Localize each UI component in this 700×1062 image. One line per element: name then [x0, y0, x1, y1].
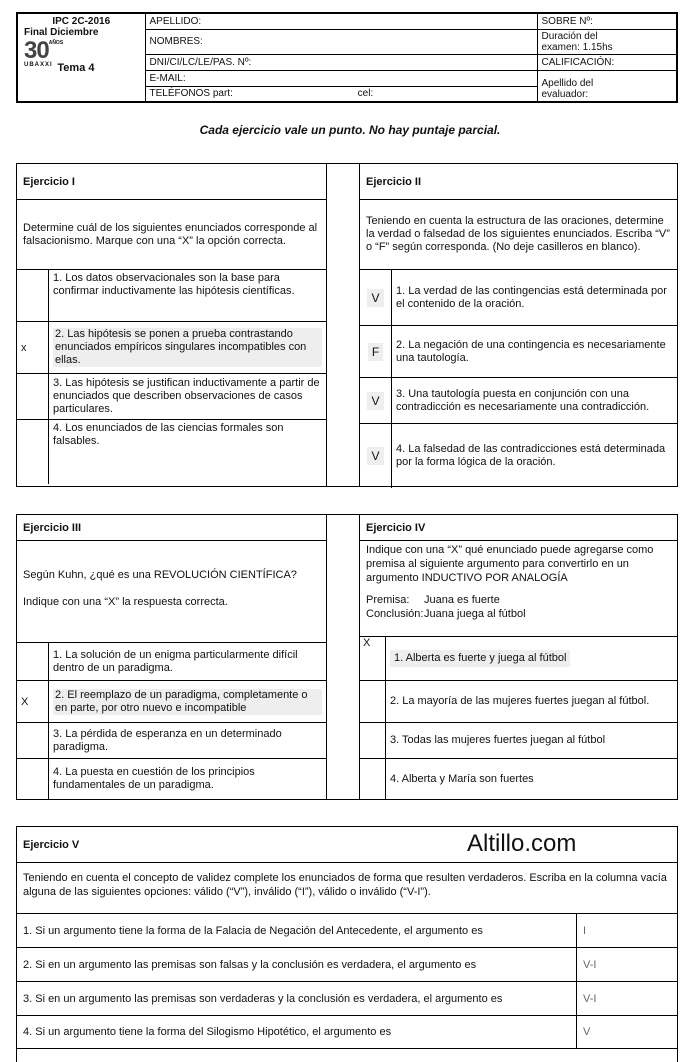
ex1-option-text-highlight: 2. Las hipótesis se ponen a prueba contrastando enunciados empíricos singulares incompatibles con ellas. — [53, 328, 322, 367]
ex3-option-text: 4. La puesta en cuestión de los principios fundamentales de un paradigma. — [53, 766, 255, 791]
ex4-premisa — [366, 593, 671, 607]
ex4-question: Indique con una “X” qué enunciado puede agregarse como premisa al siguiente argumento para convertirlo en un argumento INDUCTIVO POR ANALOGÍA — [366, 544, 654, 584]
ex2-option-text: 2. La negación de una contingencia es necesariamente una tautología. — [396, 338, 666, 364]
ex3-option-text — [49, 681, 326, 722]
ex3-option[interactable] — [17, 643, 326, 681]
ex1-mark[interactable] — [17, 420, 49, 484]
ex1-mark[interactable]: x — [17, 322, 49, 373]
ex1-option-text — [49, 322, 326, 373]
ex1-option-text: 1. Los datos observacionales son la base para confirmar inductivamente las hipótesis científicas. — [53, 272, 295, 297]
ex2-answer-cell[interactable] — [360, 326, 392, 377]
ex3-option[interactable] — [17, 681, 326, 723]
ex5-answer[interactable]: V-I — [583, 958, 597, 971]
telefonos-label: TELÉFONOS part: — [149, 88, 233, 100]
column-separator — [326, 514, 360, 800]
ex4-conclusion-label: Conclusión: — [366, 608, 424, 620]
ex5-answer[interactable]: I — [583, 924, 587, 937]
ex1-option[interactable] — [17, 374, 326, 420]
ex3-option-text: 3. La pérdida de esperanza en un determinado paradigma. — [53, 727, 282, 753]
ex4-option-text: 3. Todas las mujeres fuertes juegan al fútbol — [390, 734, 606, 746]
ex4-option[interactable] — [360, 637, 677, 681]
logo-org: UBAXXI — [24, 62, 53, 68]
ex1-option[interactable] — [17, 322, 326, 374]
ex2-answer: F — [368, 343, 383, 361]
ex4-conclusion-text: Juana juega al fútbol — [424, 608, 526, 620]
ex1-option-text: 4. Los enunciados de las ciencias formales son falsables. — [53, 422, 284, 447]
ex1-mark[interactable] — [17, 270, 49, 321]
ex4-mark[interactable] — [360, 759, 386, 799]
ex3-hint: Indique con una “X” la respuesta correcta. — [23, 596, 228, 608]
ex5-instructions: Teniendo en cuenta el concepto de validez complete los enunciados de forma que resulten verdaderos. Escriba en la columna vacía alguna de las siguientes opciones: válido (“V”), inválido (“I”), válido o inválido (“V-I”). — [23, 872, 667, 898]
ex2-answer: V — [367, 447, 383, 465]
nombres-field[interactable]: NOMBRES: — [145, 29, 537, 54]
ex3-mark[interactable] — [17, 643, 49, 680]
ex1-option[interactable] — [17, 420, 326, 484]
duracion-line-2: examen: 1.15hs — [541, 41, 613, 53]
ex3-instructions — [17, 541, 326, 643]
duracion-line-1: Duración del — [541, 30, 598, 42]
ex1-instructions: Determine cuál de los siguientes enunciados corresponde al falsacionismo. Marque con una “X” la opción correcta. — [17, 200, 326, 270]
column-separator — [326, 163, 360, 487]
ex5-header — [17, 827, 677, 863]
altillo-watermark: Altillo.com — [467, 830, 577, 857]
ex4-mark[interactable] — [360, 681, 386, 722]
email-field[interactable]: E-MAIL: — [145, 70, 537, 86]
tema-label: Tema 4 — [57, 62, 95, 74]
ejercicio-5 — [16, 826, 678, 1062]
sobre-field[interactable]: SOBRE Nº: — [537, 13, 677, 29]
exam-name: Final Diciembre — [24, 27, 99, 38]
ex3-title: Ejercicio III — [17, 515, 326, 541]
course-info — [17, 13, 145, 102]
ex3-mark[interactable] — [17, 759, 49, 799]
ex4-instructions — [360, 541, 677, 637]
apellido-field[interactable]: APELLIDO: — [145, 13, 537, 29]
ex2-option[interactable] — [360, 270, 677, 326]
course-code: IPC 2C-2016 — [52, 16, 111, 27]
ex5-row — [17, 947, 677, 981]
ex4-premisa-text: Juana es fuerte — [424, 594, 500, 606]
ex4-option-text — [386, 637, 677, 680]
intro-note: Cada ejercicio vale un punto. No hay puntaje parcial. — [199, 123, 501, 137]
ex2-option[interactable] — [360, 378, 677, 424]
duracion-label — [537, 29, 677, 54]
evaluador-line-2: evaluador: — [541, 89, 589, 100]
ejercicio-4 — [360, 514, 678, 800]
telefonos-field[interactable] — [145, 86, 537, 102]
ex2-option[interactable] — [360, 326, 677, 378]
ex1-option-text: 3. Las hipótesis se justifican inductivamente a partir de enunciados que describen observaciones de casos particulares. — [53, 377, 320, 415]
ex3-option[interactable] — [17, 759, 326, 799]
exam-header — [16, 12, 678, 103]
ejercicio-3 — [16, 514, 326, 800]
ex4-option-text: 2. La mayoría de las mujeres fuertes juegan al fútbol. — [390, 695, 650, 707]
ex2-answer-cell[interactable] — [360, 270, 392, 325]
ex3-mark[interactable] — [17, 723, 49, 758]
ex3-option-text-highlight: 2. El reemplazo de un paradigma, completamente o en parte, por otro nuevo e incompatible — [53, 689, 322, 715]
ex5-statement: 4. Si un argumento tiene la forma del Silogismo Hipotético, el argumento es — [17, 1016, 577, 1048]
ex5-row — [17, 913, 677, 947]
ex2-title: Ejercicio II — [360, 164, 677, 200]
ex5-statement: 2. Si en un argumento las premisas son falsas y la conclusión es verdadera, el argumento es — [17, 948, 577, 981]
ex3-mark[interactable]: X — [17, 681, 49, 722]
evaluador-line-1: Apellido del — [541, 78, 594, 89]
ex4-option[interactable] — [360, 723, 677, 759]
ex3-question: Según Kuhn, ¿qué es una REVOLUCIÓN CIENTÍFICA? — [23, 569, 297, 581]
ex4-option-text: 4. Alberta y María son fuertes — [390, 772, 534, 785]
ex5-statement: 1. Si un argumento tiene la forma de la Falacia de Negación del Antecedente, el argumento es — [17, 914, 577, 947]
ex4-mark[interactable] — [360, 723, 386, 758]
ex2-option-text: 3. Una tautología puesta en conjunción con una contradicción es necesariamente una contradicción. — [396, 387, 650, 413]
ex1-title: Ejercicio I — [17, 164, 326, 200]
logo-number: 30 — [24, 37, 49, 64]
ex2-answer: V — [367, 289, 383, 307]
ex2-option-text: 4. La falsedad de las contradicciones está determinada por la forma lógica de la oración. — [396, 443, 666, 468]
ex1-option[interactable] — [17, 270, 326, 322]
ex4-option[interactable] — [360, 759, 677, 799]
ex5-row — [17, 981, 677, 1015]
ex5-title: Ejercicio V — [23, 838, 80, 851]
calificacion-field[interactable]: CALIFICACIÓN: — [537, 54, 677, 70]
ejercicio-2 — [360, 163, 678, 487]
ex4-conclusion — [366, 607, 671, 621]
ex2-answer: V — [367, 392, 383, 410]
dni-field[interactable]: DNI/CI/LC/LE/PAS. Nº: — [145, 54, 537, 70]
ex4-mark[interactable]: X — [360, 637, 386, 680]
ex5-answer[interactable]: V — [583, 1026, 591, 1038]
ex4-option-text-highlight: 1. Alberta es fuerte y juega al fútbol — [390, 650, 570, 667]
ex3-option-text: 1. La solución de un enigma particularmente difícil dentro de un paradigma. — [53, 648, 298, 674]
ex2-option[interactable] — [360, 424, 677, 488]
ex2-answer-cell[interactable] — [360, 378, 392, 423]
ex5-answer[interactable]: V-I — [583, 992, 597, 1005]
ejercicio-1 — [16, 163, 326, 487]
cel-label: cel: — [357, 88, 374, 100]
ex3-option[interactable] — [17, 723, 326, 759]
ex4-option[interactable] — [360, 681, 677, 723]
ex5-row — [17, 1015, 677, 1049]
ex4-title: Ejercicio IV — [360, 515, 677, 541]
ex4-premisa-label: Premisa: — [366, 594, 410, 606]
ex2-option-text: 1. La verdad de las contingencias está determinada por el contenido de la oración. — [396, 284, 667, 310]
ex5-statement: 3. Si en un argumento las premisas son verdaderas y la conclusión es verdadera, el argumento es — [17, 982, 577, 1015]
logo-anos: AÑOS — [48, 40, 64, 46]
ex2-answer-cell[interactable] — [360, 424, 392, 488]
ex1-mark[interactable] — [17, 374, 49, 419]
evaluador-field[interactable] — [537, 70, 677, 102]
ex2-instructions: Teniendo en cuenta la estructura de las oraciones, determine la verdad o falsedad de los siguientes enunciados. Escriba “V” o “F” según corresponda. (No deje casilleros en blanco). — [360, 200, 677, 270]
